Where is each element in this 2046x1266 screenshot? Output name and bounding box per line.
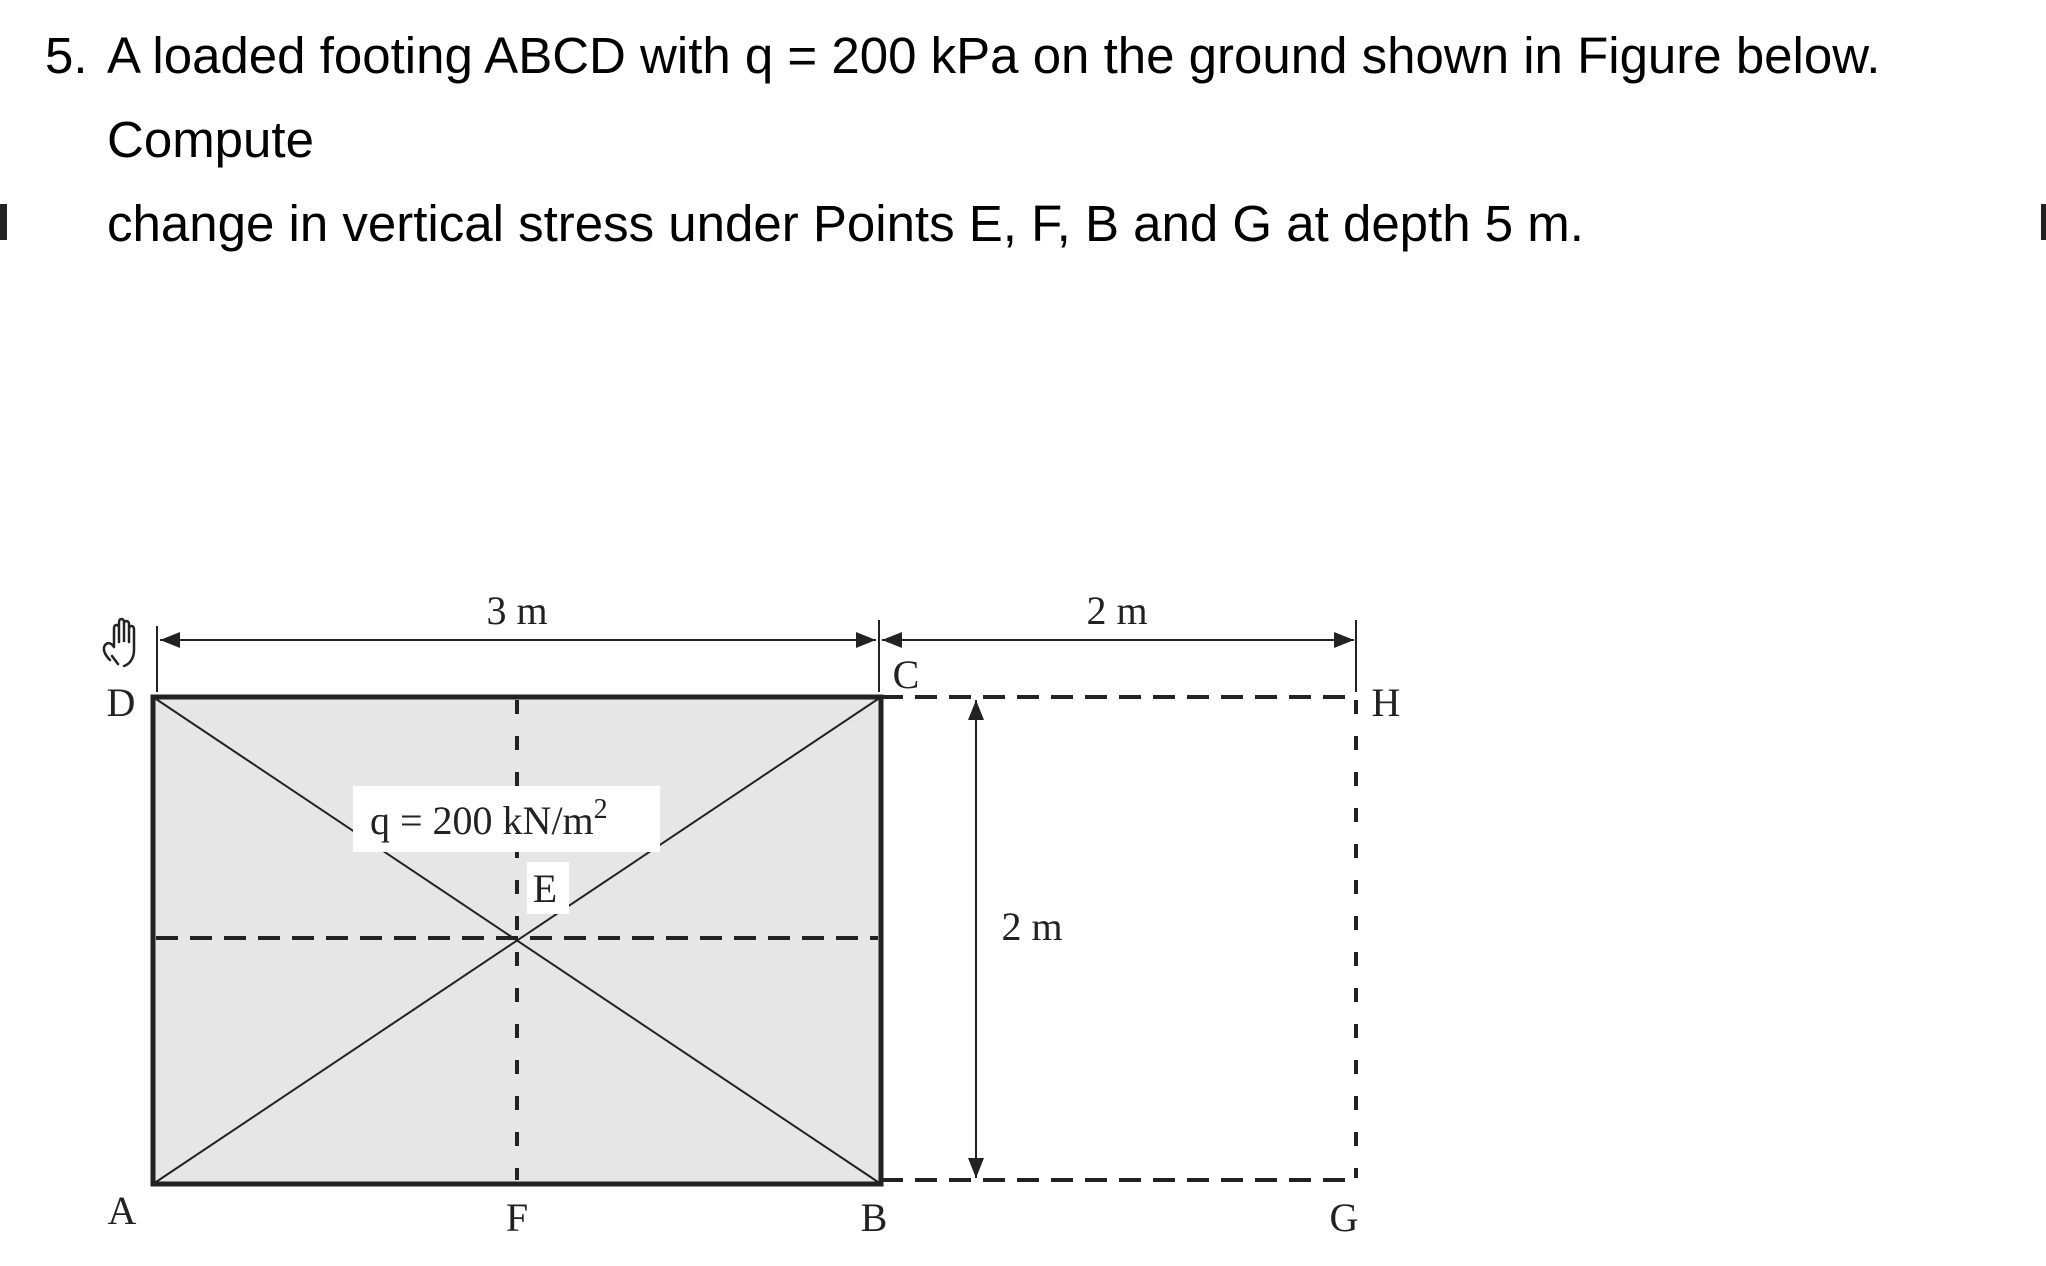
label-f: F [505, 1195, 529, 1240]
label-d: D [106, 680, 136, 725]
load-label [370, 794, 608, 843]
dim-label-3m: 3 m [486, 588, 548, 633]
label-a: A [107, 1188, 137, 1233]
label-e: E [532, 866, 558, 911]
load-label-main: q = 200 kN/m [370, 798, 594, 843]
label-g: G [1329, 1195, 1359, 1240]
question-text-line-1: A loaded footing ABCD with q = 200 kPa on the ground shown in Figure below. Compute [107, 27, 1881, 168]
label-b: B [860, 1195, 888, 1240]
label-c: C [892, 652, 920, 697]
question-text-line-2: change in vertical stress under Points E, F, B and G at depth 5 m. [107, 195, 1584, 252]
hand-cursor-icon[interactable] [104, 619, 134, 666]
dim-label-2m-horizontal: 2 m [1086, 588, 1148, 633]
load-label-superscript: 2 [593, 794, 608, 825]
question-number: 5. [45, 27, 88, 84]
dim-label-2m-vertical: 2 m [1001, 904, 1063, 949]
label-h: H [1371, 680, 1401, 725]
